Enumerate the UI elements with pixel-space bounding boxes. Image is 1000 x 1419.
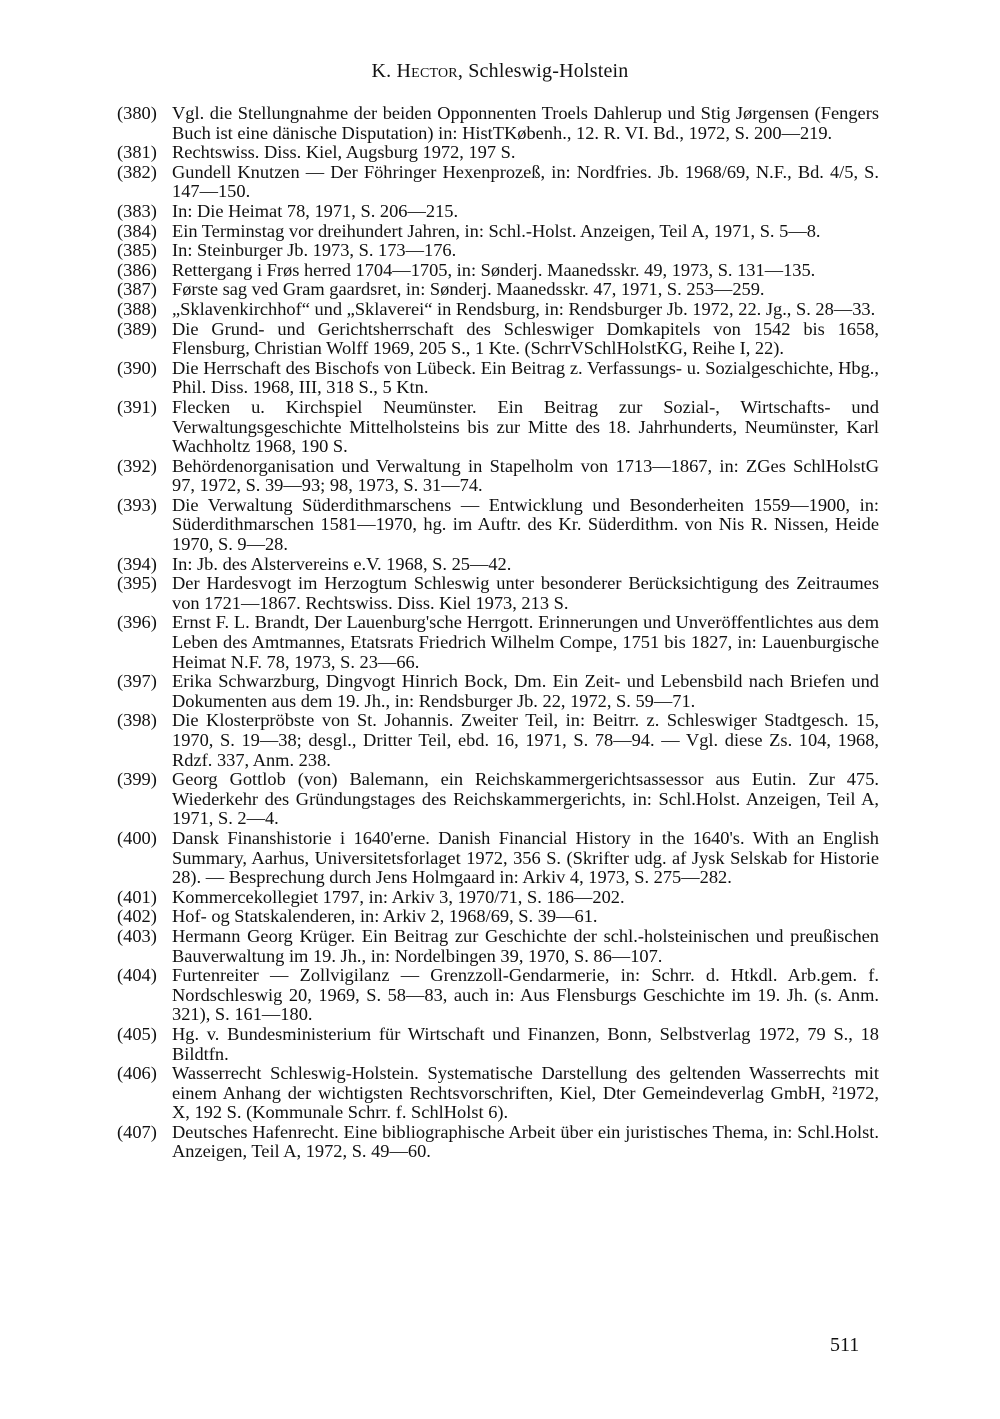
page-number: 511 (830, 1334, 860, 1356)
footnote-text: Die Klosterpröbste von St. Johannis. Zweiter Teil, in: Beitrr. z. Schleswiger Stadtgesch. 15, 1970, S. 19—38; desgl., Dritter Teil, ebd. 16, 1971, S. 78—94. — Vgl. diese Zs. 104, 1968, Rdzf. 337, Anm. 238. (172, 710, 879, 770)
footnote-entry (117, 555, 879, 575)
footnote-number: (383) (117, 200, 157, 221)
footnote-number: (403) (117, 925, 157, 946)
footnote-entry (117, 457, 879, 496)
footnote-entry (117, 829, 879, 888)
footnote-number: (407) (117, 1121, 157, 1142)
footnote-number: (399) (117, 769, 157, 790)
footnote-text: Die Verwaltung Süderdithmarschens — Entwicklung und Besonderheiten 1559—1900, in: Süderdithmarschen 1581—1970, hg. im Auftr. des Kr. Süderdithm. von Nis R. Nissen, Heide 1970, S. 9—28. (172, 494, 879, 555)
footnote-text: Die Herrschaft des Bischofs von Lübeck. Ein Beitrag z. Verfassungs- u. Sozialgeschichte, Hbg., Phil. Diss. 1968, III, 318 S., 5 Ktn. (172, 357, 879, 398)
footnote-number: (391) (117, 396, 157, 417)
footnote-text: Hg. v. Bundesministerium für Wirtschaft und Finanzen, Bonn, Selbstverlag 1972, 79 S., 18 Bildtfn. (172, 1023, 879, 1064)
footnote-number: (398) (117, 710, 157, 731)
footnote-number: (386) (117, 259, 157, 280)
footnote-number: (385) (117, 240, 157, 261)
footnote-text: Rechtswiss. Diss. Kiel, Augsburg 1972, 197 S. (172, 142, 516, 163)
footnote-entry (117, 222, 879, 242)
footnote-entry (117, 496, 879, 555)
footnote-entry (117, 770, 879, 829)
footnote-number: (396) (117, 612, 157, 633)
footnote-text: In: Jb. des Alstervereins e.V. 1968, S. 25—42. (172, 553, 512, 574)
footnote-text: Georg Gottlob (von) Balemann, ein Reichskammergerichtsassessor aus Eutin. Zur 475. Wiederkehr des Gründungstages des Reichskammergerichts, in: Schl.Holst. Anzeigen, Teil A, 1971, S. 2—4. (172, 769, 879, 829)
footnote-text: Deutsches Hafenrecht. Eine bibliographische Arbeit über ein juristisches Thema, in: Schl.Holst. Anzeigen, Teil A, 1972, S. 49—60. (172, 1121, 879, 1162)
footnote-entry (117, 398, 879, 457)
footnote-entry (117, 300, 879, 320)
footnote-number: (405) (117, 1023, 157, 1044)
footnote-text: Behördenorganisation und Verwaltung in Stapelholm von 1713—1867, in: ZGes SchlHolstG 97, 1972, S. 39—93; 98, 1973, S. 31—74. (172, 455, 879, 496)
footnote-number: (392) (117, 455, 157, 476)
footnote-number: (402) (117, 906, 157, 927)
header-title: Schleswig-Holstein (468, 60, 629, 82)
footnote-text: Der Hardesvogt im Herzogtum Schleswig unter besonderer Berücksichtigung des Zeitraumes von 1721—1867. Rechtswiss. Diss. Kiel 1973, 213 S. (172, 573, 879, 613)
footnote-entry (117, 163, 879, 202)
footnote-entry (117, 613, 879, 672)
footnote-entry (117, 143, 879, 163)
footnote-text: In: Die Heimat 78, 1971, S. 206—215. (172, 200, 459, 221)
footnote-text: Hof- og Statskalenderen, in: Arkiv 2, 1968/69, S. 39—61. (172, 906, 598, 927)
footnote-number: (387) (117, 279, 157, 300)
footnote-text: Erika Schwarzburg, Dingvogt Hinrich Bock, Dm. Ein Zeit- und Lebensbild nach Briefen und Dokumenten aus dem 19. Jh., in: Rendsburger Jb. 22, 1972, S. 59—71. (172, 671, 879, 711)
footnote-text: Furtenreiter — Zollvigilanz — Grenzzoll-Gendarmerie, in: Schrr. d. Htkdl. Arb.gem. f. Nordschleswig 20, 1969, S. 58—83, auch in: Aus Flensburgs Geschichte im 19. Jh. (s. Anm. 321), S. 161—180. (172, 965, 879, 1025)
footnote-text: Gundell Knutzen — Der Föhringer Hexenprozeß, in: Nordfries. Jb. 1968/69, N.F., Bd. 4/5, S. 147—150. (172, 161, 879, 202)
footnote-entry (117, 320, 879, 359)
footnote-text: Ernst F. L. Brandt, Der Lauenburg'sche Herrgott. Erinnerungen und Unveröffentlichtes aus dem Leben des Amtmannes, Etatsrats Friedrich Wilhelm Compe, 1751 bis 1827, in: Lauenburgische Heimat N.F. 78, 1973, S. 23—66. (172, 612, 879, 672)
footnote-text: „Sklavenkirchhof“ und „Sklaverei“ in Rendsburg, in: Rendsburger Jb. 1972, 22. Jg., S. 28—33. (172, 298, 876, 319)
footnote-number: (404) (117, 965, 157, 986)
footnote-number: (393) (117, 494, 157, 515)
footnote-number: (401) (117, 886, 157, 907)
footnote-text: Flecken u. Kirchspiel Neumünster. Ein Beitrag zur Sozial-, Wirtschafts- und Verwaltungsgeschichte Mittelholsteins bis zur Mitte des 18. Jahrhunderts, Neumünster, Karl Wachholtz 1968, 190 S. (172, 396, 879, 457)
footnote-entry (117, 202, 879, 222)
footnote-text: Ein Terminstag vor dreihundert Jahren, in: Schl.-Holst. Anzeigen, Teil A, 1971, S. 5—8. (172, 220, 821, 241)
footnote-number: (397) (117, 671, 157, 692)
footnote-entry (117, 966, 879, 1025)
footnote-list (117, 104, 879, 1162)
footnote-entry (117, 1064, 879, 1123)
footnote-number: (380) (117, 103, 157, 123)
footnote-entry (117, 359, 879, 398)
header-author: K. Hector, (371, 60, 464, 82)
footnote-entry (117, 241, 879, 261)
footnote-number: (389) (117, 318, 157, 339)
footnote-text: Dansk Finanshistorie i 1640'erne. Danish Financial History in the 1640's. With an English Summary, Aarhus, Universitetsforlaget 1972, 356 S. (Skrifter udg. af Jysk Selskab for Historie 28). — Besprechung durch Jens Holmgaard in: Arkiv 4, 1973, S. 275—282. (172, 827, 879, 888)
footnote-entry (117, 1025, 879, 1064)
footnote-number: (400) (117, 827, 157, 848)
footnote-text: Wasserrecht Schleswig-Holstein. Systematische Darstellung des geltenden Wasserrechts mit einem Anhang der wichtigsten Rechtsvorschriften, Kiel, Dter Gemeindeverlag GmbH, ²1972, X, 192 S. (Kommunale Schrr. f. SchlHolst 6). (172, 1063, 879, 1123)
footnote-entry (117, 927, 879, 966)
footnote-entry (117, 280, 879, 300)
footnote-text: Rettergang i Frøs herred 1704—1705, in: Sønderj. Maanedsskr. 49, 1973, S. 131—135. (172, 259, 816, 280)
footnote-entry (117, 1123, 879, 1162)
footnote-number: (382) (117, 161, 157, 182)
footnote-text: In: Steinburger Jb. 1973, S. 173—176. (172, 240, 457, 261)
footnote-entry (117, 104, 879, 143)
footnote-entry (117, 261, 879, 281)
footnote-entry (117, 672, 879, 711)
footnote-entry (117, 888, 879, 908)
footnote-number: (388) (117, 298, 157, 319)
footnote-entry (117, 574, 879, 613)
running-header (0, 60, 1000, 83)
footnote-entry (117, 907, 879, 927)
footnote-entry (117, 711, 879, 770)
footnote-number: (381) (117, 142, 157, 163)
footnote-text: Første sag ved Gram gaardsret, in: Sønderj. Maanedsskr. 47, 1971, S. 253—259. (172, 279, 765, 300)
footnote-number: (394) (117, 553, 157, 574)
footnote-text: Kommercekollegiet 1797, in: Arkiv 3, 1970/71, S. 186—202. (172, 886, 625, 907)
footnote-number: (395) (117, 573, 157, 594)
footnote-text: Vgl. die Stellungnahme der beiden Opponnenten Troels Dahlerup und Stig Jørgensen (Fengers Buch ist eine dänische Disputation) in: HistTKøbenh., 12. R. VI. Bd., 1972, S. 200—219. (172, 103, 879, 143)
footnote-text: Die Grund- und Gerichtsherrschaft des Schleswiger Domkapitels von 1542 bis 1658, Flensburg, Christian Wolff 1969, 205 S., 1 Kte. (SchrrVSchlHolstKG, Reihe I, 22). (172, 318, 879, 359)
footnote-text: Hermann Georg Krüger. Ein Beitrag zur Geschichte der schl.-holsteinischen und preußischen Bauverwaltung im 19. Jh., in: Nordelbingen 39, 1970, S. 86—107. (172, 925, 879, 966)
footnote-number: (406) (117, 1063, 157, 1084)
footnote-number: (384) (117, 220, 157, 241)
footnote-number: (390) (117, 357, 157, 378)
